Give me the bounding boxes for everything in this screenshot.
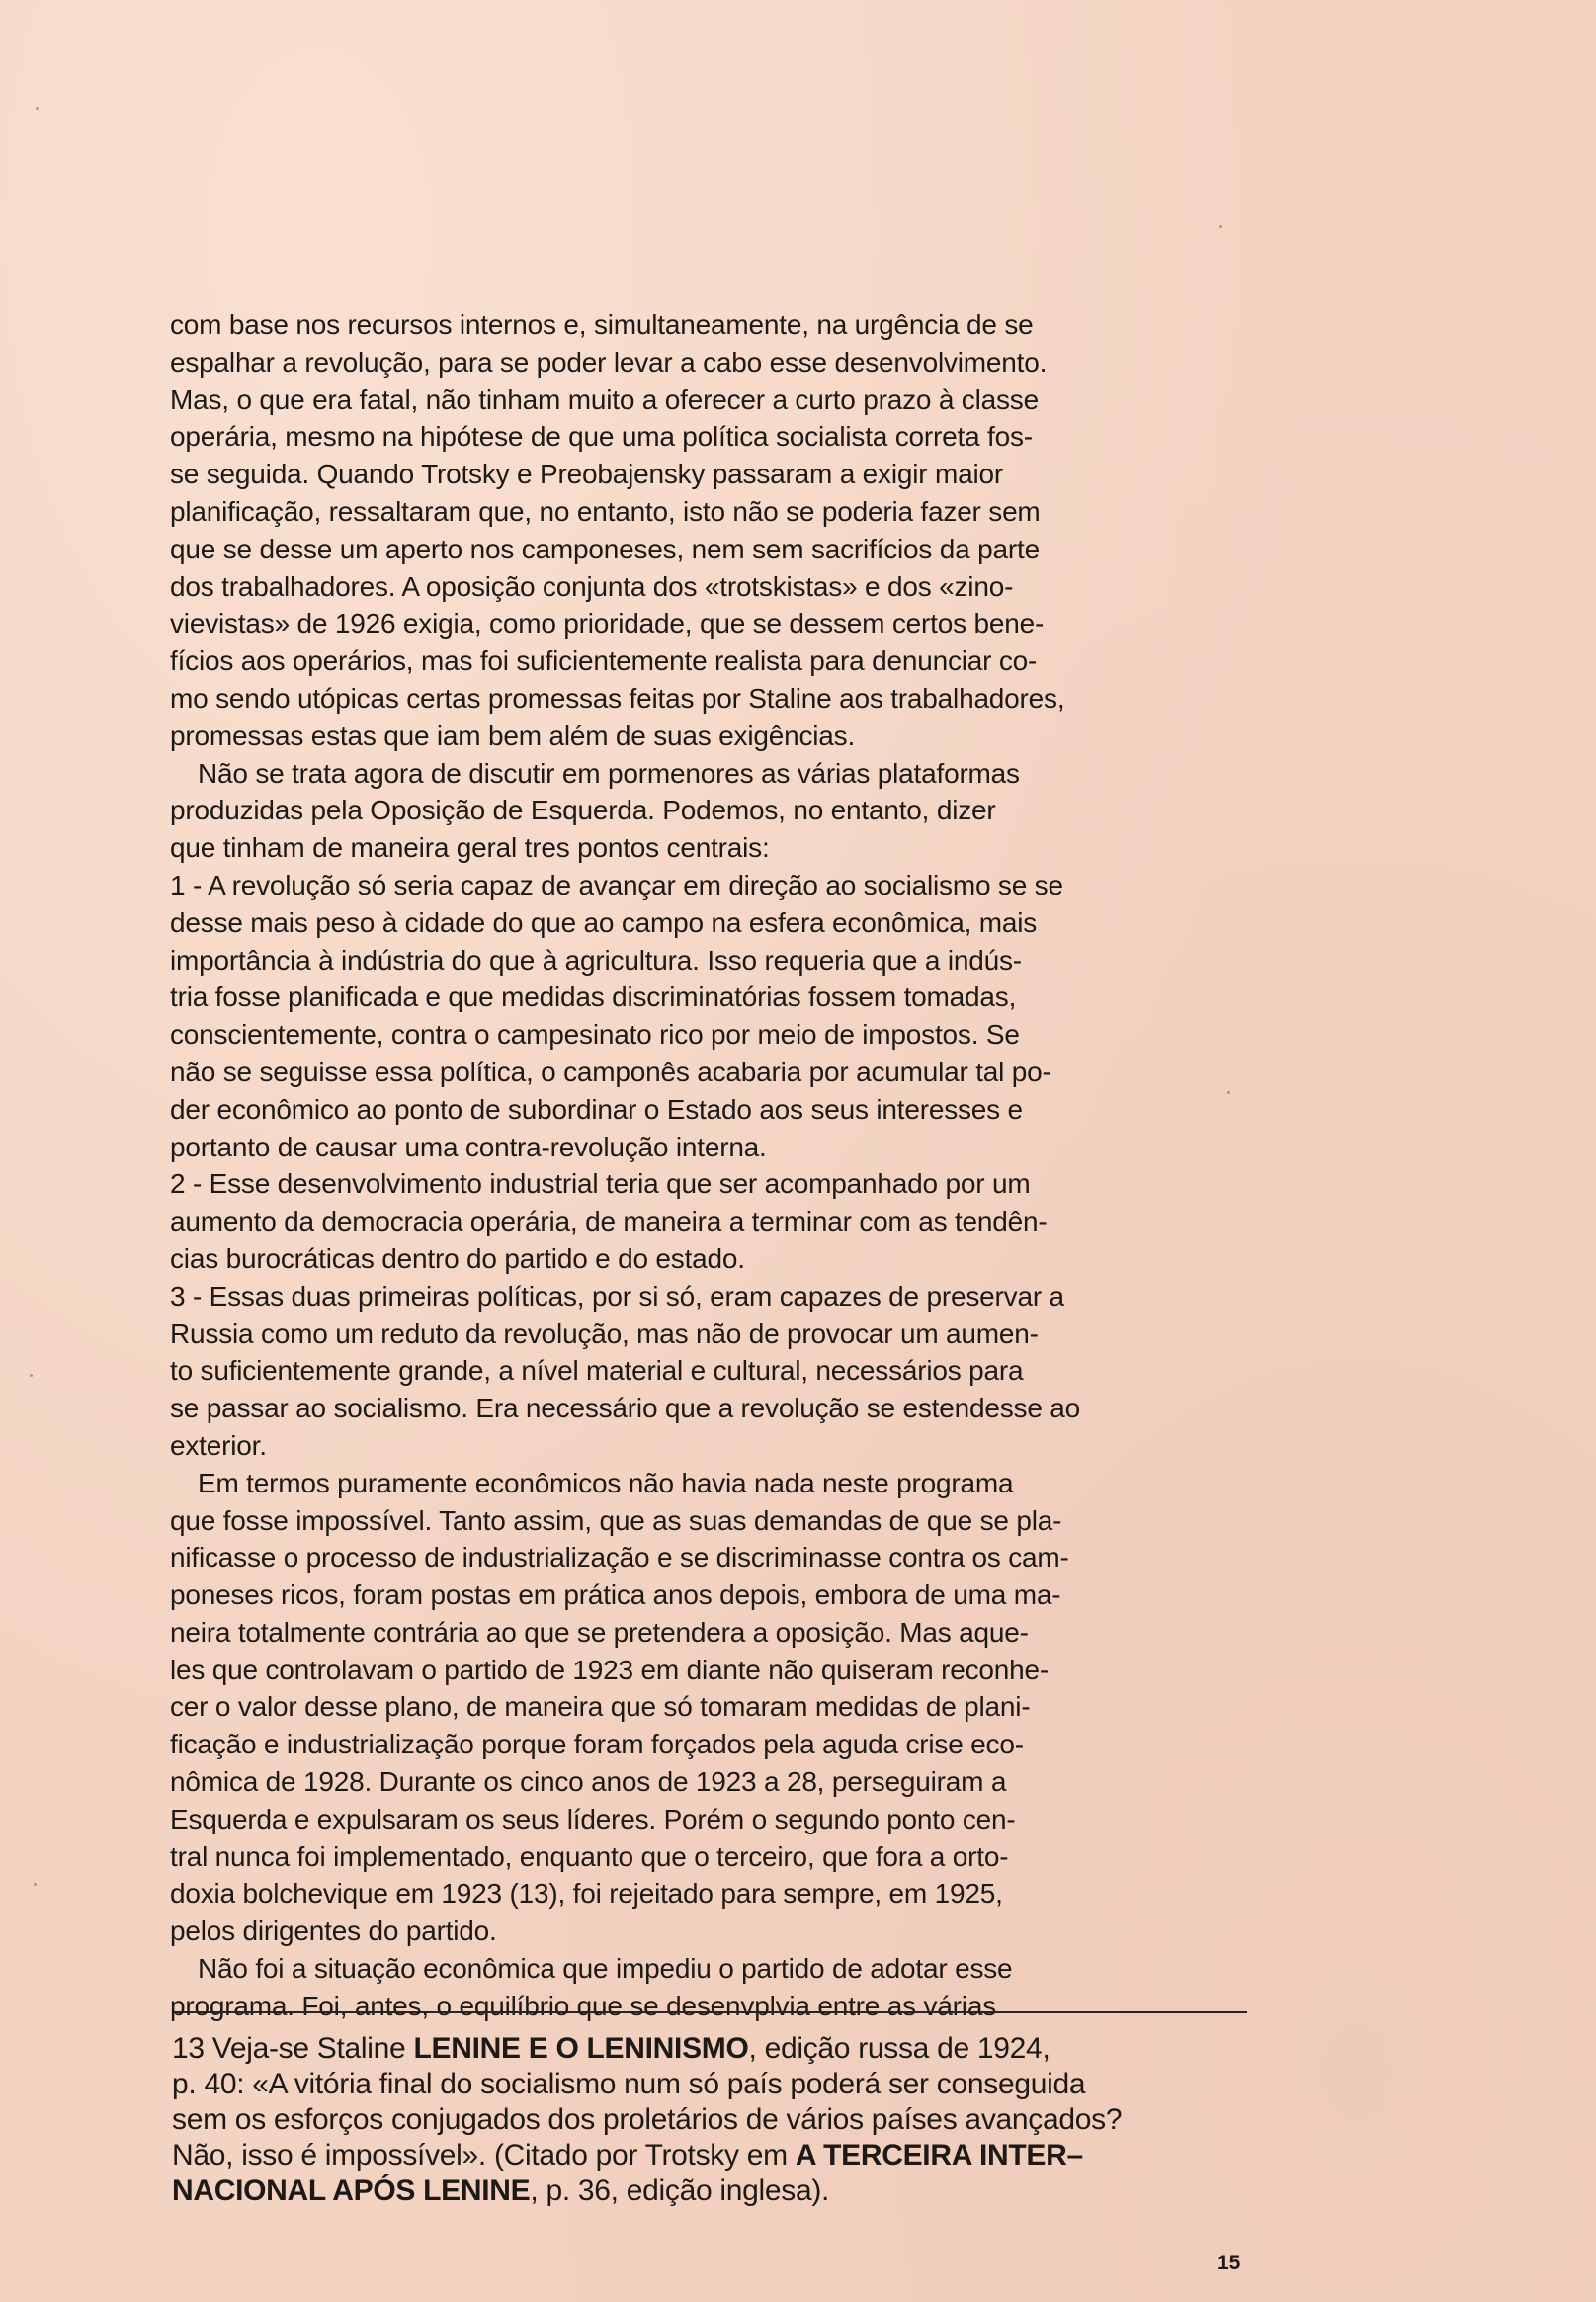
main-text-column xyxy=(170,306,1237,2025)
text-line: Russia como um reduto da revolução, mas não de provocar um aumen- xyxy=(170,1318,1039,1349)
footnote-line xyxy=(172,2031,1249,2067)
text-line: programa. Foi, antes, o equilíbrio que se desenvplvia entre as várias xyxy=(170,1990,997,2021)
text-line: 2 - Esse desenvolvimento industrial teria que ser acompanhado por um xyxy=(170,1168,1031,1200)
text-line: não se seguisse essa política, o camponês acabaria por acumular tal po- xyxy=(170,1056,1051,1087)
text-line: Não se trata agora de discutir em pormenores as várias plataformas xyxy=(198,757,1020,789)
text-line: to suficientemente grande, a nível material e cultural, necessários para xyxy=(170,1355,1024,1387)
paper-speck xyxy=(30,1374,33,1377)
text-line: neira totalmente contrária ao que se pretendera a oposição. Mas aque- xyxy=(170,1616,1029,1648)
text-line: mo sendo utópicas certas promessas feitas por Staline aos trabalhadores, xyxy=(170,682,1065,714)
paper-speck xyxy=(1219,225,1222,228)
text-line: les que controlavam o partido de 1923 em diante não quiseram reconhe- xyxy=(170,1654,1049,1685)
text-line: nificasse o processo de industrialização e se discriminasse contra os cam- xyxy=(170,1542,1069,1574)
text-line: que se desse um aperto nos camponeses, nem sem sacrifícios da parte xyxy=(170,533,1040,564)
footnote-book-title: A TERCEIRA INTER– xyxy=(795,2139,1083,2172)
text-line: tral nunca foi implementado, enquanto que o terceiro, que fora a orto- xyxy=(170,1840,1009,1872)
text-line: espalhar a revolução, para se poder levar a cabo esse desenvolvimento. xyxy=(170,346,1048,378)
page-number: 15 xyxy=(1218,2252,1241,2274)
text-line: importância à indústria do que à agricultura. Isso requeria que a indús- xyxy=(170,944,1022,976)
text-line: portanto de causar uma contra-revolução interna. xyxy=(170,1131,767,1162)
text-line: 3 - Essas duas primeiras políticas, por si só, eram capazes de preservar a xyxy=(170,1280,1064,1312)
text-line: desse mais peso à cidade do que ao campo na esfera econômica, mais xyxy=(170,906,1038,938)
text-line: Esquerda e expulsaram os seus líderes. Porém o segundo ponto cen- xyxy=(170,1803,1016,1834)
footnote-text: 13 Veja-se Staline xyxy=(172,2032,414,2065)
text-line: cer o valor desse plano, de maneira que só tomaram medidas de plani- xyxy=(170,1691,1031,1723)
text-line: nômica de 1928. Durante os cinco anos de 1923 a 28, perseguiram a xyxy=(170,1766,1007,1798)
footnote-text: , p. 36, edição inglesa). xyxy=(530,2174,830,2207)
footnote-line: sem os esforços conjugados dos proletários de vários países avançados? xyxy=(172,2103,1123,2136)
text-line: vievistas» de 1926 exigia, como prioridade, que se dessem certos bene- xyxy=(170,608,1045,639)
text-line: cias burocráticas dentro do partido e do estado. xyxy=(170,1242,745,1274)
text-line: operária, mesmo na hipótese de que uma política socialista correta fos- xyxy=(170,421,1033,453)
text-line: que fosse impossível. Tanto assim, que as suas demandas de que se pla- xyxy=(170,1504,1062,1536)
paper-speck xyxy=(36,107,39,110)
footnote-line xyxy=(172,2174,1249,2209)
text-line: ficação e industrialização porque foram forçados pela aguda crise eco- xyxy=(170,1729,1024,1760)
footnote-text: Não, isso é impossível». (Citado por Trotsky em xyxy=(172,2139,796,2172)
text-line: doxia bolchevique em 1923 (13), foi rejeitado para sempre, em 1925, xyxy=(170,1878,1003,1910)
text-line: que tinham de maneira geral tres pontos centrais: xyxy=(170,832,770,864)
footnote-book-title: NACIONAL APÓS LENINE xyxy=(172,2174,531,2207)
text-line: tria fosse planificada e que medidas discriminatórias fossem tomadas, xyxy=(170,981,1017,1013)
footnote-text: , edição russa de 1924, xyxy=(748,2032,1050,2065)
text-line: conscientemente, contra o campesinato rico por meio de impostos. Se xyxy=(170,1019,1020,1051)
footnote-line: p. 40: «A vitória final do socialismo num só país poderá ser conseguida xyxy=(172,2068,1086,2100)
text-line: dos trabalhadores. A oposição conjunta dos «trotskistas» e dos «zino- xyxy=(170,570,1014,602)
footnote-divider xyxy=(174,2011,1247,2013)
text-line: se seguida. Quando Trotsky e Preobajensky passaram a exigir maior xyxy=(170,459,1003,490)
text-line: Mas, o que era fatal, não tinham muito a oferecer a curto prazo à classe xyxy=(170,384,1039,415)
text-line: planificação, ressaltaram que, no entanto, isto não se poderia fazer sem xyxy=(170,495,1041,527)
text-line: der econômico ao ponto de subordinar o Estado aos seus interesses e xyxy=(170,1093,1023,1125)
text-line: produzidas pela Oposição de Esquerda. Podemos, no entanto, dizer xyxy=(170,795,996,826)
text-line: promessas estas que iam bem além de suas exigências. xyxy=(170,720,856,751)
text-line: Não foi a situação econômica que impediu o partido de adotar esse xyxy=(198,1953,1013,1985)
text-line: se passar ao socialismo. Era necessário que a revolução se estendesse ao xyxy=(170,1393,1081,1424)
text-line: aumento da democracia operária, de maneira a terminar com as tendên- xyxy=(170,1206,1048,1237)
text-line: exterior. xyxy=(170,1429,267,1461)
text-line: Em termos puramente econômicos não havia nada neste programa xyxy=(198,1467,1014,1498)
footnote xyxy=(172,2031,1249,2209)
paper-speck xyxy=(34,1883,37,1886)
text-line: pelos dirigentes do partido. xyxy=(170,1916,497,1947)
text-line: poneses ricos, foram postas em prática anos depois, embora de uma ma- xyxy=(170,1579,1061,1611)
footnote-line xyxy=(172,2138,1249,2174)
text-line: fícios aos operários, mas foi suficientemente realista para denunciar co- xyxy=(170,645,1038,677)
footnote-book-title: LENINE E O LENINISMO xyxy=(413,2032,749,2065)
text-line: 1 - A revolução só seria capaz de avançar em direção ao socialismo se se xyxy=(170,869,1063,900)
text-line: com base nos recursos internos e, simultaneamente, na urgência de se xyxy=(170,309,1034,340)
